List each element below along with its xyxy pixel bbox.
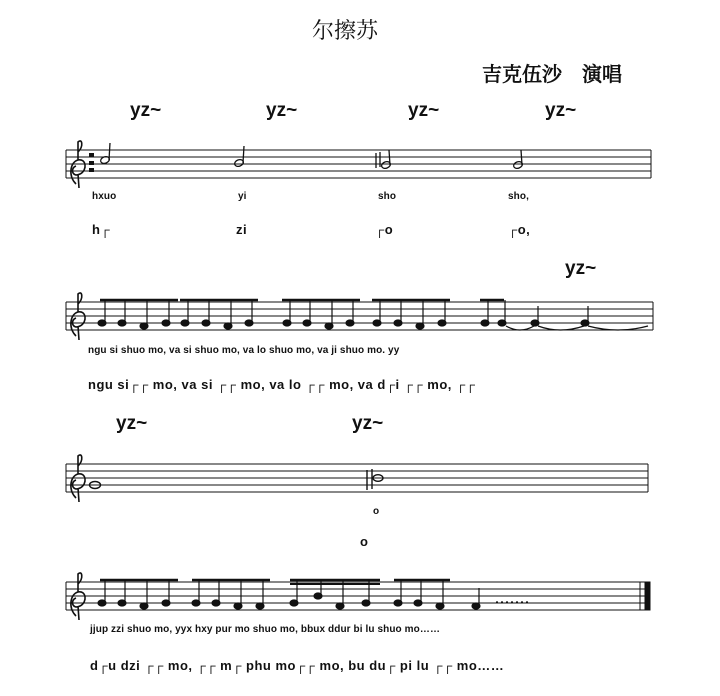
staff-system-4 — [66, 582, 650, 610]
lyric-line2-word: ┌o — [375, 222, 394, 237]
half-note — [376, 150, 391, 170]
lyric-line1-word: sho — [378, 191, 397, 202]
tone-mark: yz~ — [266, 100, 298, 121]
song-title: 尔擦苏 — [312, 18, 379, 43]
eighth-note-group — [98, 580, 528, 609]
tone-mark: yz~ — [545, 100, 577, 121]
lyric-line1-word: hxuo — [92, 191, 117, 202]
lyric-line2-word: h┌ — [92, 222, 111, 237]
lyric-line1-word: o — [373, 506, 380, 517]
tone-mark: yz~ — [408, 100, 440, 121]
staff-system-3 — [66, 464, 648, 492]
lyric-line2: d┌u dzi ┌┌ mo, ┌┌ m┌ phu mo┌┌ mo, bu du┌ pi lu ┌┌ mo…… — [90, 658, 505, 673]
lyric-line2-word: o — [360, 534, 369, 549]
tone-mark: yz~ — [352, 413, 384, 434]
lyric-line1: jjup zzi shuo mo, yyx hxy pur mo shuo mo, bbux ddur bi lu shuo mo…… — [90, 624, 441, 635]
whole-note — [90, 469, 384, 490]
tone-mark: yz~ — [565, 258, 597, 279]
tone-mark: yz~ — [130, 100, 162, 121]
lyric-line1-word: sho, — [508, 191, 529, 202]
staff-system-2 — [66, 302, 653, 330]
lyric-line1-word: yi — [238, 191, 247, 202]
lyric-line2-word: zi — [236, 222, 248, 237]
time-signature — [89, 153, 94, 172]
half-note — [100, 143, 111, 165]
lyric-line1: ngu si shuo mo, va si shuo mo, va lo shuo mo, va ji shuo mo. yy — [88, 345, 400, 356]
lyric-line2: ngu si┌┌ mo, va si ┌┌ mo, va lo ┌┌ mo, va d┌i ┌┌ mo, ┌┌ — [88, 377, 476, 392]
tone-mark: yz~ — [116, 413, 148, 434]
eighth-note-group — [98, 300, 648, 330]
staff-system-1 — [66, 150, 651, 178]
lyric-line2-word: ┌o, — [508, 222, 531, 237]
singer-credit: 吉克伍沙 演唱 — [482, 64, 622, 86]
half-note — [513, 150, 524, 170]
